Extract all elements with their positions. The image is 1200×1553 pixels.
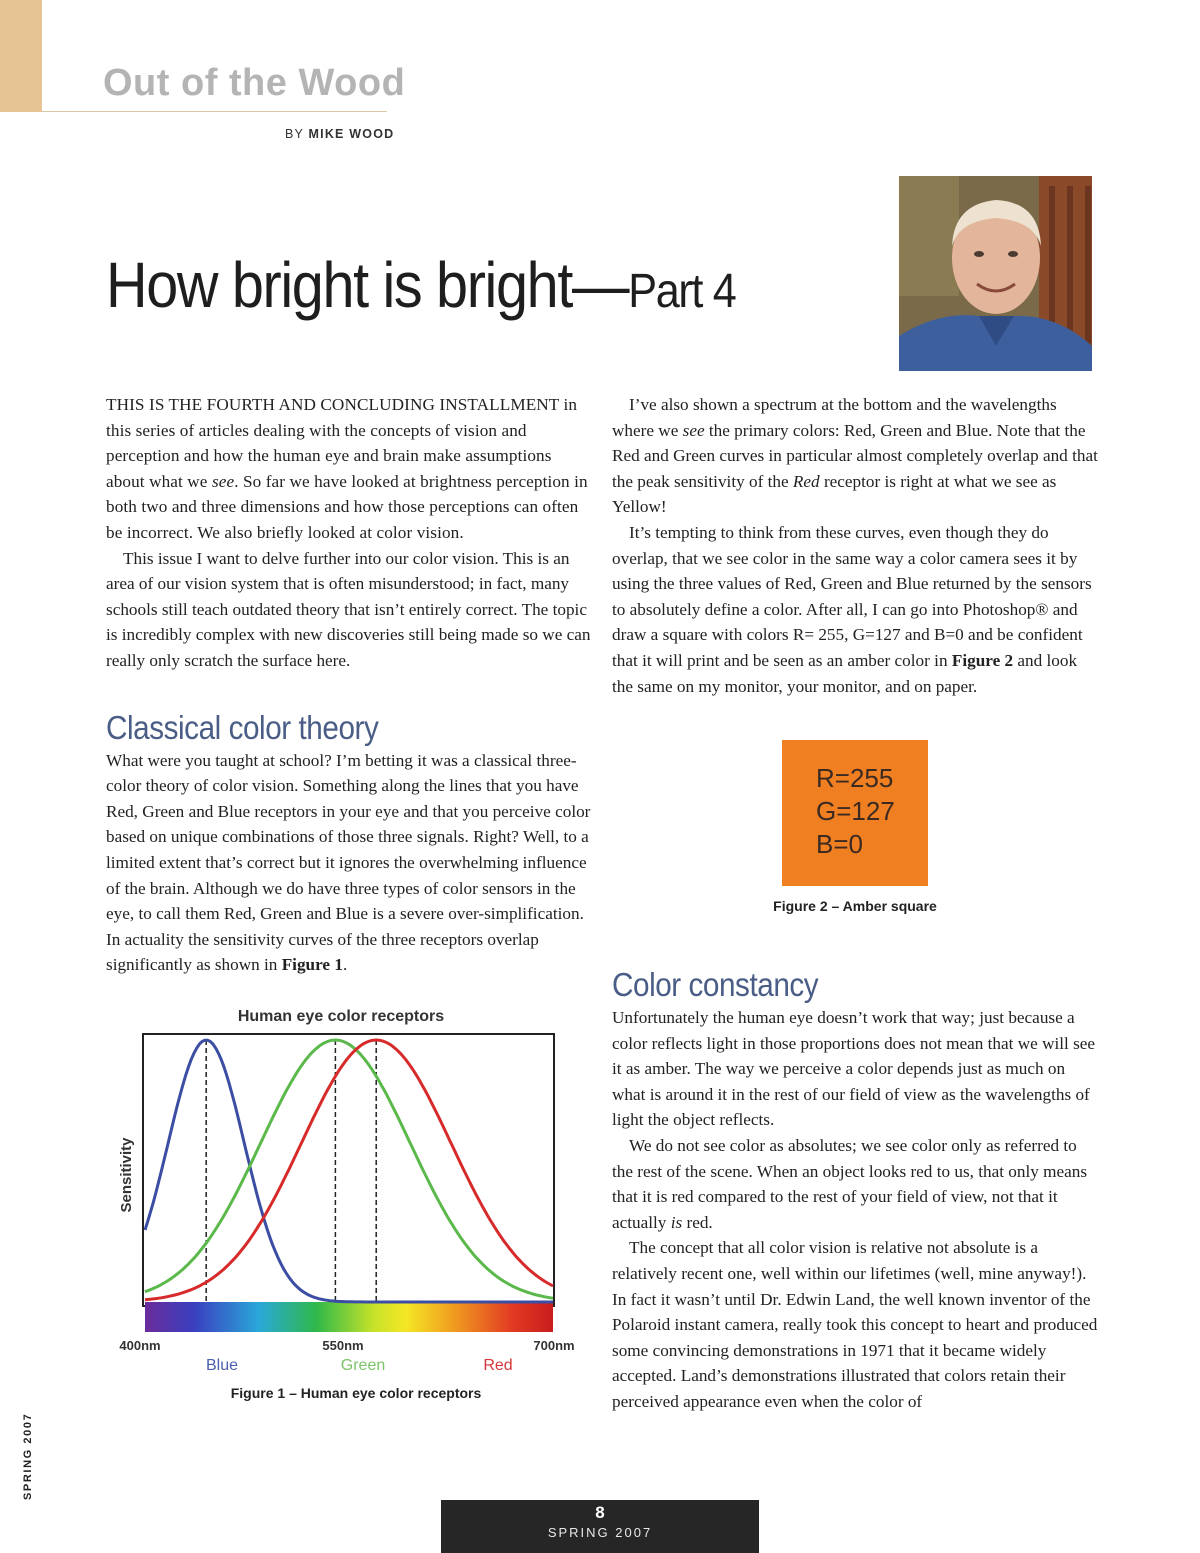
amber-values bbox=[816, 762, 895, 861]
figure-1-caption: Figure 1 – Human eye color receptors bbox=[230, 1385, 482, 1401]
spectrum-text-c: receptor is right at what we see as Yellow! bbox=[612, 471, 1057, 517]
y-axis-label: Sensitivity bbox=[118, 1137, 135, 1213]
article-headline bbox=[106, 248, 735, 322]
x-tick-label: 700nm bbox=[533, 1338, 575, 1353]
intro-emphasis: see bbox=[211, 471, 235, 491]
x-tick-label: 550nm bbox=[322, 1338, 364, 1353]
intro-text: THIS IS THE FOURTH AND CONCLUDING INSTALLMENT in this series of articles dealing with the concepts of vision and perception and how the human eye and brain make assumptions about what we bbox=[106, 395, 578, 491]
intro-paragraph-2: This issue I want to delve further into our color vision. This is an area of our vision system that is often misunderstood; in fact, many schools still teach outdated theory that isn’t entirely correct. The topic is incredibly complex with new discoveries still being made so we can really only scratch the surface here. bbox=[106, 548, 591, 670]
chart-title: Human eye color receptors bbox=[237, 1008, 445, 1025]
spectrum-emphasis-red: Red bbox=[792, 471, 820, 491]
figure-2-reference: Figure 2 bbox=[951, 650, 1014, 670]
constancy-text-a: We do not see color as absolutes; we see color only as referred to the rest of the scene. When an object looks red to us, that only means that it is red compared to the rest of your field of view, not that it actually bbox=[612, 1135, 1088, 1232]
intro-text-end: . So far we have looked at brightness perception in both two and three dimensions and how those perceptions can often be incorrect. We also briefly looked at color vision. bbox=[106, 471, 588, 542]
amber-r-value: R=255 bbox=[816, 763, 894, 793]
section-tab bbox=[0, 0, 42, 112]
x-tick-label: 400nm bbox=[119, 1338, 161, 1353]
figure-1-reference: Figure 1 bbox=[281, 955, 343, 975]
amber-square bbox=[782, 740, 928, 886]
left-column bbox=[106, 392, 594, 978]
footer-issue: SPRING 2007 bbox=[547, 1525, 653, 1540]
figure-1-chart bbox=[112, 1000, 582, 1382]
section-heading-constancy: Color constancy bbox=[612, 966, 819, 1003]
constancy-paragraph-2 bbox=[612, 1133, 1100, 1235]
spectrum-paragraph bbox=[612, 392, 1100, 520]
band-label-green: Green bbox=[340, 1357, 386, 1374]
band-label-red: Red bbox=[483, 1357, 513, 1374]
chart-frame bbox=[143, 1034, 554, 1306]
header-rule bbox=[42, 111, 387, 112]
spectrum-emphasis: see bbox=[682, 420, 705, 440]
camera-text-a: It’s tempting to think from these curves, even though they do overlap, that we see color in the same way a color camera sees it by using the three values of Red, Green and Blue returned by the sensors to absolutely define a color. After all, I can go into Photoshop® and draw a square with colors R= 255, G=127 and B=0 and be confident that it will print and be seen as an amber color in bbox=[612, 522, 1092, 670]
spectrum-text-b: the primary colors: Red, Green and Blue. Note that the Red and Green curves in particular almost completely overlap and that the peak sensitivity of the bbox=[612, 420, 1098, 491]
right-column bbox=[612, 392, 1100, 699]
page-footer bbox=[441, 1500, 759, 1553]
section-heading-classical: Classical color theory bbox=[106, 708, 379, 746]
constancy-paragraph-3: The concept that all color vision is relative not absolute is a relatively recent one, well within our lifetimes (well, mine anyway!). In fact it wasn’t until Dr. Edwin Land, the well known inventor of the Polaroid instant camera, really took this concept to heart and produced some convincing demonstrations in 1971 that it became widely accepted. Land’s demonstrations illustrated that colors retain their perceived appearance even when the color of bbox=[612, 1238, 1098, 1411]
byline-author: MIKE WOOD bbox=[308, 127, 395, 141]
camera-paragraph bbox=[612, 520, 1100, 699]
spectrum-band bbox=[145, 1302, 553, 1332]
classical-text: What were you taught at school? I’m betting it was a classical three-color theory of color vision. Something along the lines that you have Red, Green and Blue receptors in your eye and that you perceive color based on unique combinations of those three signals. Right? Well, to a limited extent that’s correct but it ignores the overwhelming influence of the brain. Although we do have three types of color sensors in the eye, to call them Red, Green and Blue is a severe over-simplification. In actuality the sensitivity curves of the three receptors overlap significantly as shown in bbox=[106, 750, 591, 975]
author-photo bbox=[899, 176, 1092, 371]
constancy-paragraph-1: Unfortunately the human eye doesn’t work that way; just because a color reflects light in those proportions does not mean that we will see it as amber. The way we perceive a color depends just as much on what is around it in the rest of our field of view as the wavelengths of light the object reflects. bbox=[612, 1008, 1096, 1130]
amber-g-value: G=127 bbox=[816, 796, 895, 826]
side-issue-label: SPRING 2007 bbox=[22, 1412, 34, 1500]
byline-prefix: BY bbox=[285, 127, 304, 141]
classical-paragraph: What were you taught at school? I’m betting it was a classical three-color theory of color vision. Something along the lines that you have Red, Green and Blue receptors in your eye and that you perceive color based on unique combinations of those three signals. Right? Well, to a limited extent that’s correct but it ignores the overwhelming influence of the brain. Although we do have three types of color sensors in the eye, to call them Red, Green and Blue is a severe over-simplification. In actuality the sensitivity curves of the three receptors overlap significantly as shown in Figure 1. bbox=[106, 750, 591, 975]
color-constancy-section bbox=[612, 965, 1100, 1415]
spectrum-text-a: I’ve also shown a spectrum at the bottom and the wavelengths where we bbox=[612, 395, 1057, 440]
headline-main: How bright is bright— bbox=[106, 249, 629, 321]
constancy-text-b: red. bbox=[682, 1212, 713, 1232]
byline bbox=[285, 127, 394, 141]
column-title: Out of the Wood bbox=[103, 62, 406, 104]
page-number: 8 bbox=[595, 1503, 605, 1522]
headline-part: Part 4 bbox=[628, 265, 736, 318]
amber-b-value: B=0 bbox=[816, 829, 863, 859]
constancy-emphasis: is bbox=[670, 1212, 683, 1232]
figure-2-caption: Figure 2 – Amber square bbox=[773, 898, 937, 914]
intro-paragraph bbox=[106, 392, 594, 546]
band-label-blue: Blue bbox=[205, 1357, 239, 1374]
camera-text-b: and look the same on my monitor, your monitor, and on paper. bbox=[612, 650, 1078, 696]
